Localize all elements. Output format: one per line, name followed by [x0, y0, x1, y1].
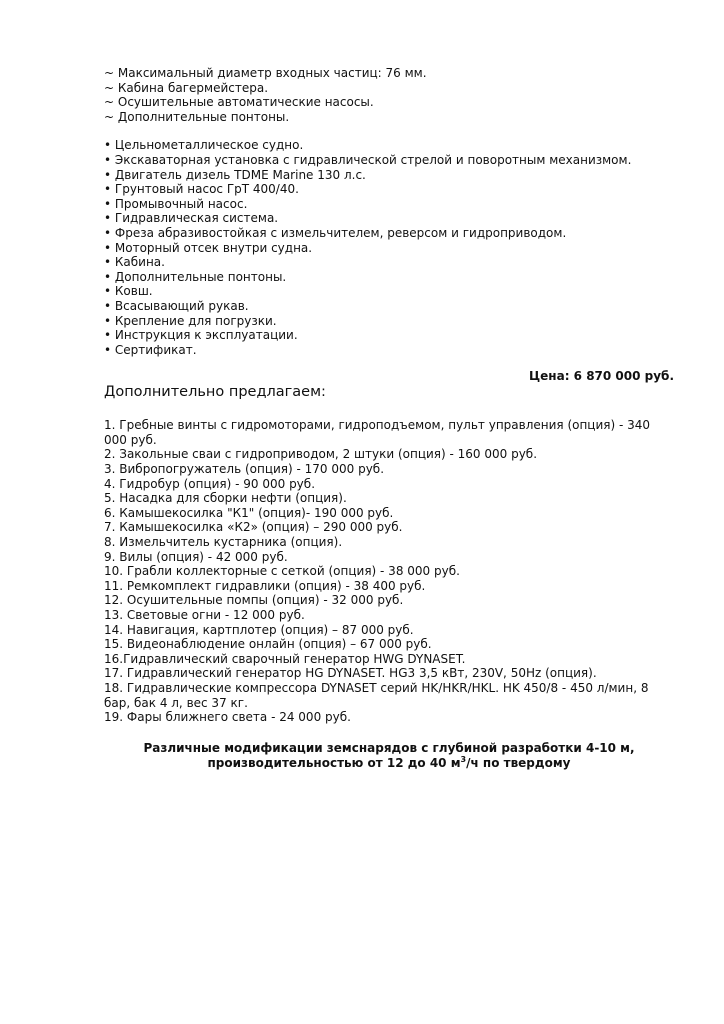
list-item: 6. Камышекосилка "К1" (опция)- 190 000 руб.	[104, 505, 394, 520]
list-item: 5. Насадка для сборки нефти (опция).	[104, 491, 347, 506]
list-item: • Сертификат.	[104, 342, 197, 357]
footer-superscript: 3	[460, 754, 467, 764]
list-item: 3. Вибропогружатель (опция) - 170 000 руб.	[104, 462, 385, 477]
list-item: 9. Вилы (опция) - 42 000 руб.	[104, 549, 288, 564]
price-label: Цена: 6 870 000 руб.	[529, 369, 674, 384]
list-item: 16.Гидравлический сварочный генератор HWG DYNASET.	[104, 651, 466, 666]
bullet-list	[104, 138, 674, 357]
list-item: • Моторный отсек внутри судна.	[104, 240, 313, 255]
tilde-list	[104, 66, 674, 124]
list-item: 000 руб.	[104, 432, 157, 447]
list-item: • Ковш.	[104, 284, 153, 299]
list-item: ~ Максимальный диаметр входных частиц: 76 мм.	[104, 66, 427, 80]
list-item: 10. Грабли коллекторные с сеткой (опция) - 38 000 руб.	[104, 564, 460, 579]
list-item: бар, бак 4 л, вес 37 кг.	[104, 695, 248, 710]
list-item: ~ Осушительные автоматические насосы.	[104, 95, 374, 110]
options-list	[104, 418, 674, 724]
list-item: • Всасывающий рукав.	[104, 298, 249, 313]
footer-note	[104, 741, 674, 771]
list-item: 12. Осушительные помпы (опция) - 32 000 руб.	[104, 593, 404, 608]
footer-line-2-text: производительностью от 12 до 40 м	[207, 755, 461, 770]
additional-heading: Дополнительно предлагаем:	[104, 384, 326, 401]
list-item: 13. Световые огни - 12 000 руб.	[104, 608, 305, 622]
list-item: • Фреза абразивостойкая с измельчителем, реверсом и гидроприводом.	[104, 225, 567, 240]
list-item: • Экскаваторная установка с гидравлической стрелой и поворотным механизмом.	[104, 152, 632, 167]
list-item: 7. Камышекосилка «К2» (опция) – 290 000 руб.	[104, 520, 403, 535]
list-item: 15. Видеонаблюдение онлайн (опция) – 67 000 руб.	[104, 637, 432, 652]
list-item: • Крепление для погрузки.	[104, 313, 277, 328]
list-item: • Кабина.	[104, 255, 165, 270]
list-item: 2. Закольные сваи с гидроприводом, 2 штуки (опция) - 160 000 руб.	[104, 447, 538, 462]
list-item: • Инструкция к эксплуатации.	[104, 328, 298, 343]
footer-line-1: Различные модификации земснарядов с глубиной разработки 4-10 м,	[143, 740, 635, 755]
list-item: 4. Гидробур (опция) - 90 000 руб.	[104, 476, 316, 491]
list-item: 1. Гребные винты с гидромоторами, гидроподъемом, пульт управления (опция) - 340	[104, 418, 651, 433]
list-item: 11. Ремкомплект гидравлики (опция) - 38 400 руб.	[104, 578, 426, 593]
footer-line-2-end: /ч по твердому	[466, 755, 571, 770]
list-item: ~ Дополнительные понтоны.	[104, 109, 290, 124]
list-item: 19. Фары ближнего света - 24 000 руб.	[104, 710, 351, 725]
footer-line-2	[104, 756, 674, 771]
list-item: • Двигатель дизель TDME Marine 130 л.с.	[104, 167, 366, 182]
list-item: 8. Измельчитель кустарника (опция).	[104, 535, 343, 550]
list-item: 14. Навигация, картплотер (опция) – 87 000 руб.	[104, 622, 414, 637]
document-page	[104, 66, 674, 771]
list-item: 17. Гидравлический генератор HG DYNASET. HG3 3,5 кВт, 230V, 50Hz (опция).	[104, 666, 597, 681]
list-item: • Дополнительные понтоны.	[104, 269, 287, 284]
list-item: • Цельнометаллическое судно.	[104, 138, 304, 153]
list-item: 18. Гидравлические компрессора DYNASET серий HK/HKR/HKL. HK 450/8 - 450 л/мин, 8	[104, 680, 649, 695]
list-item: ~ Кабина багермейстера.	[104, 80, 269, 95]
list-item: • Грунтовый насос ГрТ 400/40.	[104, 182, 299, 197]
list-item: • Гидравлическая система.	[104, 211, 279, 226]
list-item: • Промывочный насос.	[104, 196, 248, 211]
